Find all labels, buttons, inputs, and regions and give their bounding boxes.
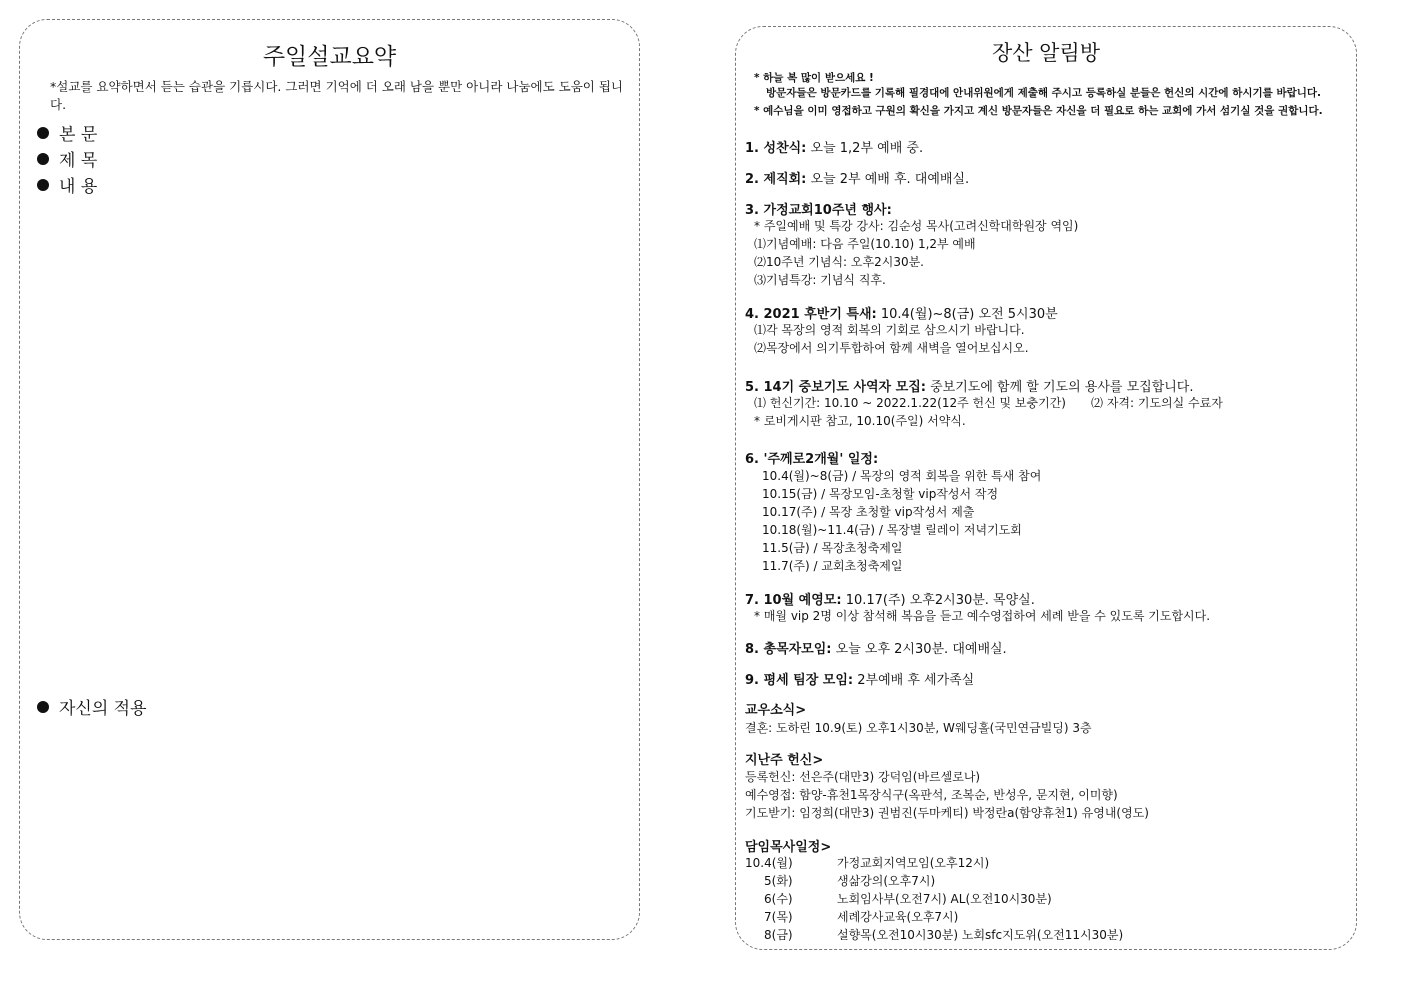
schedule-event: 세례강사교육(오후7시) — [837, 910, 959, 924]
announcement-5-line: * 로비게시판 참고, 10.10(주일) 서약식. — [754, 414, 966, 428]
bullet-label: 내 용 — [59, 177, 98, 197]
announcements-panel — [735, 26, 1357, 950]
announcement-6-line: 10.4(월)~8(금) / 목장의 영적 회복을 위한 특새 참여 — [762, 469, 1042, 483]
announcement-3-line: ⑶기념특강: 기념식 직후. — [754, 273, 886, 287]
schedule-date: 8(금) — [764, 928, 793, 942]
bullet-text-passage — [37, 120, 97, 145]
schedule-event: 설향목(오전10시30분) 노회sfc지도위(오전11시30분) — [837, 928, 1124, 942]
offering-line: 예수영접: 함양-휴천1목장식구(옥판석, 조복순, 반성우, 문지현, 이미향) — [745, 788, 1118, 802]
pastor-schedule-heading: 담임목사일정> — [745, 840, 832, 855]
bullet-application — [37, 694, 147, 719]
announcements-title: 장산 알림방 — [991, 41, 1101, 65]
announcement-3-line: ⑵10주년 기념식: 오후2시30분. — [754, 255, 924, 269]
notice-greeting: * 하늘 복 많이 받으세요 ! — [754, 72, 874, 84]
sermon-summary-instruction: *설교를 요약하면서 듣는 습관을 기릅시다. 그러면 기억에 더 오래 남을 뿐만 아니라 나눔에도 도움이 됩니다. — [50, 79, 624, 112]
bullet-label: 본 문 — [59, 125, 98, 145]
announcement-6: 6. '주께로2개월' 일정: — [745, 452, 879, 467]
bullet-label: 자신의 적용 — [59, 699, 147, 719]
announcement-5: 5. 14기 중보기도 사역자 모집: 중보기도에 함께 할 기도의 용사를 모집합니다. — [745, 380, 1194, 395]
schedule-event: 생삶강의(오후7시) — [837, 874, 936, 888]
schedule-event: 노회임사부(오전7시) AL(오전10시30분) — [837, 892, 1052, 906]
schedule-date: 10.4(월) — [745, 856, 793, 870]
alumni-news-heading: 교우소식> — [745, 703, 807, 718]
announcement-9: 9. 평세 팀장 모임: 2부예배 후 세가족실 — [745, 673, 975, 688]
announcement-3: 3. 가정교회10주년 행사: — [745, 203, 892, 218]
alumni-news-line: 결혼: 도하린 10.9(토) 오후1시30분, W웨딩홀(국민연금빌딩) 3층 — [745, 721, 1092, 735]
announcement-5-extra: ⑵ 자격: 기도의실 수료자 — [1091, 396, 1223, 410]
announcement-7: 7. 10월 예영모: 10.17(주) 오후2시30분. 목양실. — [745, 593, 1035, 608]
schedule-date: 6(수) — [764, 892, 793, 906]
schedule-event: 가정교회지역모임(오후12시) — [837, 856, 990, 870]
sermon-summary-panel — [19, 19, 640, 940]
announcement-6-line: 10.18(월)~11.4(금) / 목장별 릴레이 저녁기도회 — [762, 523, 1022, 537]
schedule-date: 7(목) — [764, 910, 793, 924]
bullet-dot-icon — [37, 179, 49, 191]
announcement-4: 4. 2021 후반기 특새: 10.4(월)~8(금) 오전 5시30분 — [745, 307, 1058, 322]
announcement-6-line: 10.17(주) / 목장 초청할 vip작성서 제출 — [762, 505, 975, 519]
announcement-4-line: ⑵목장에서 의기투합하여 함께 새벽을 열어보십시오. — [754, 341, 1029, 355]
notice-believers: * 예수님을 이미 영접하고 구원의 확신을 가지고 계신 방문자들은 자신을 더 필요로 하는 교회에 가서 섬기실 것을 권합니다. — [754, 105, 1323, 117]
sermon-summary-title: 주일설교요약 — [262, 44, 397, 70]
bullet-content — [37, 172, 97, 197]
announcement-8: 8. 총목자모임: 오늘 오후 2시30분. 대예배실. — [745, 642, 1007, 657]
offering-heading: 지난주 헌신> — [745, 753, 824, 768]
bullet-title — [37, 146, 97, 171]
schedule-date: 5(화) — [764, 874, 793, 888]
bullet-dot-icon — [37, 153, 49, 165]
announcement-7-line: * 매월 vip 2명 이상 참석해 복음을 듣고 예수영접하여 세례 받을 수 있도록 기도합시다. — [754, 609, 1211, 623]
notice-visitors: 방문자들은 방문카드를 기록해 필경대에 안내위원에게 제출해 주시고 등록하실 분들은 헌신의 시간에 하시기를 바랍니다. — [766, 87, 1322, 99]
announcement-3-line: ⑴기념예배: 다음 주일(10.10) 1,2부 예배 — [754, 237, 976, 251]
bullet-dot-icon — [37, 127, 49, 139]
bullet-dot-icon — [37, 701, 49, 713]
announcement-5-line: ⑴ 헌신기간: 10.10 ~ 2022.1.22(12주 헌신 및 보충기간) — [754, 396, 1066, 410]
announcement-1: 1. 성찬식: 오늘 1,2부 예배 중. — [745, 141, 924, 156]
announcement-4-line: ⑴각 목장의 영적 회복의 기회로 삼으시기 바랍니다. — [754, 323, 1025, 337]
announcement-6-line: 10.15(금) / 목장모임-초청할 vip작성서 작정 — [762, 487, 999, 501]
announcement-2: 2. 제직회: 오늘 2부 예배 후. 대예배실. — [745, 172, 970, 187]
announcement-6-line: 11.5(금) / 목장초청축제일 — [762, 541, 903, 555]
bullet-label: 제 목 — [59, 151, 98, 171]
offering-line: 등록헌신: 선은주(대만3) 강덕임(바르셀로나) — [745, 770, 981, 784]
announcement-3-line: * 주일예배 및 특강 강사: 김순성 목사(고려신학대학원장 역임) — [754, 219, 1079, 233]
announcement-6-line: 11.7(주) / 교회초청축제일 — [762, 559, 903, 573]
offering-line: 기도받기: 임정희(대만3) 권범진(두마케티) 박정란a(함양휴천1) 유영내(영도) — [745, 806, 1149, 820]
